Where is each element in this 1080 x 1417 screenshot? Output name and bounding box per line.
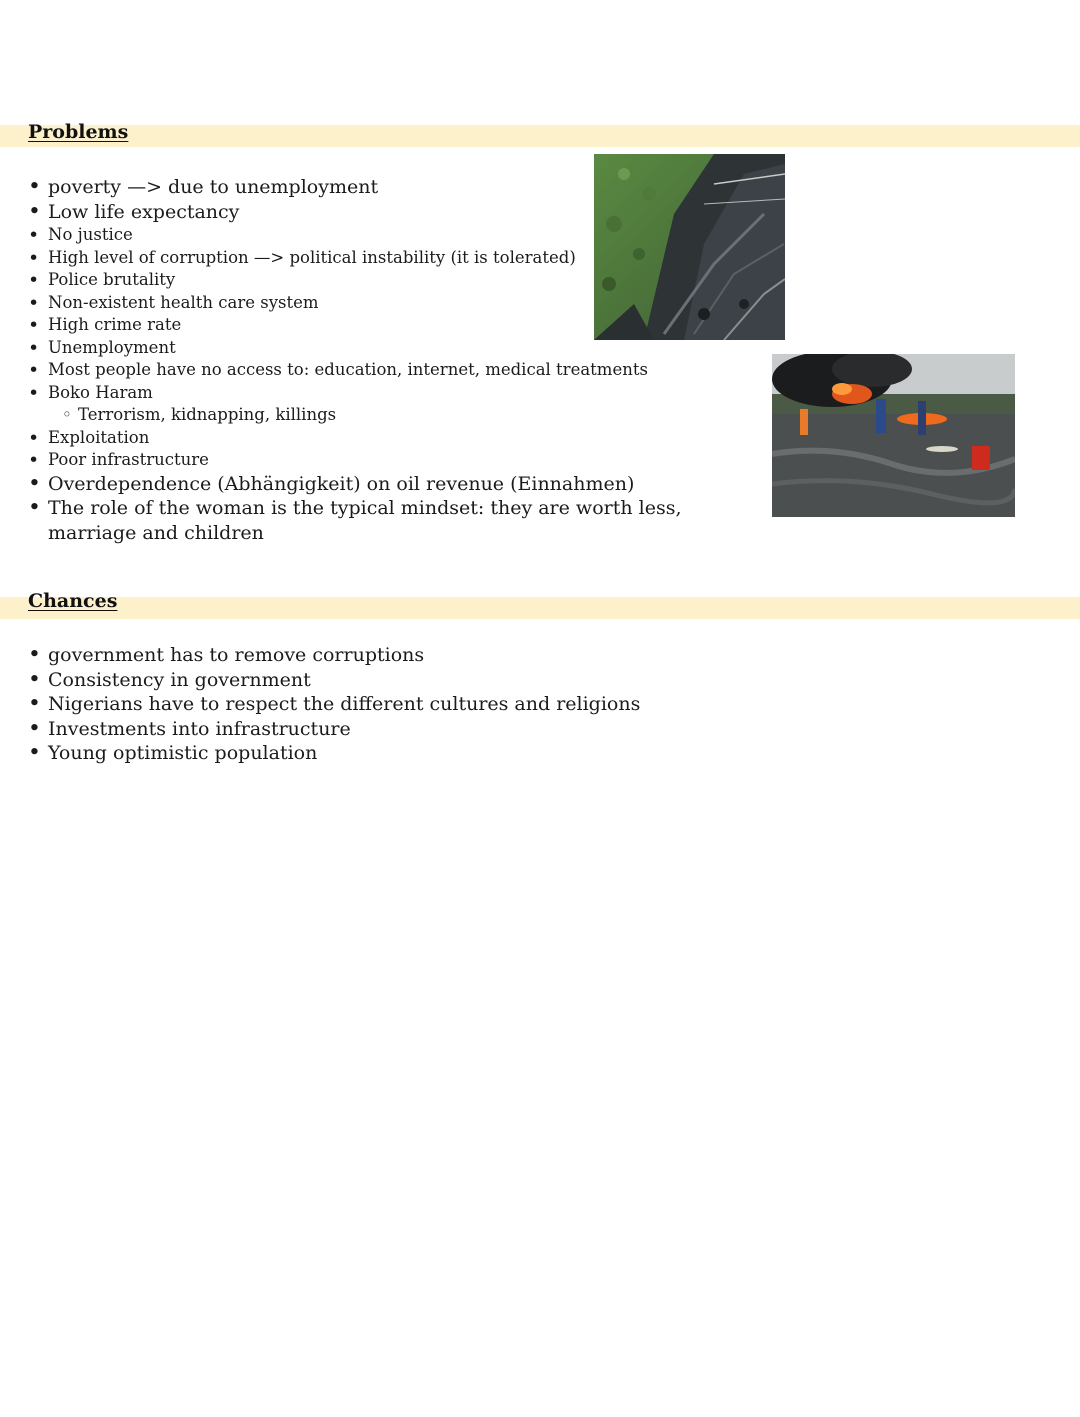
problems-subitem: ◦ Terrorism, kidnapping, killings	[28, 404, 768, 427]
chances-list-item: • Nigerians have to respect the different cultures and religions	[28, 692, 640, 717]
chances-heading: Chances	[28, 590, 118, 612]
problems-list-item: • Unemployment	[28, 337, 768, 360]
chances-list	[28, 643, 640, 766]
problems-list-item: • No justice	[28, 224, 768, 247]
chances-list-item: • Investments into infrastructure	[28, 717, 640, 742]
chances-list-item: • government has to remove corruptions	[28, 643, 640, 668]
problems-list-item: • The role of the woman is the typical mindset: they are worth less, marriage and children	[28, 496, 768, 545]
chances-list-item: • Consistency in government	[28, 668, 640, 693]
problems-list-item: • Low life expectancy	[28, 200, 768, 225]
problems-list-item: • Boko Haram	[28, 382, 768, 405]
problems-heading-band	[0, 125, 1080, 147]
problems-heading: Problems	[28, 121, 129, 143]
problems-list-item: • Overdependence (Abhängigkeit) on oil revenue (Einnahmen)	[28, 472, 768, 497]
problems-list-item: • Poor infrastructure	[28, 449, 768, 472]
problems-list-item: • Most people have no access to: education, internet, medical treatments	[28, 359, 768, 382]
aerial-oil-spill-photo	[594, 154, 785, 340]
chances-heading-band	[0, 597, 1080, 619]
problems-list-item: • Exploitation	[28, 427, 768, 450]
problems-list-item: • High crime rate	[28, 314, 768, 337]
chances-list-item: • Young optimistic population	[28, 741, 640, 766]
problems-list-item: • High level of corruption —> political instability (it is tolerated)	[28, 247, 768, 270]
problems-list-item: • Police brutality	[28, 269, 768, 292]
problems-list-item: • Non-existent health care system	[28, 292, 768, 315]
problems-list-item: • poverty —> due to unemployment	[28, 175, 768, 200]
oil-fire-workers-photo	[772, 354, 1015, 517]
